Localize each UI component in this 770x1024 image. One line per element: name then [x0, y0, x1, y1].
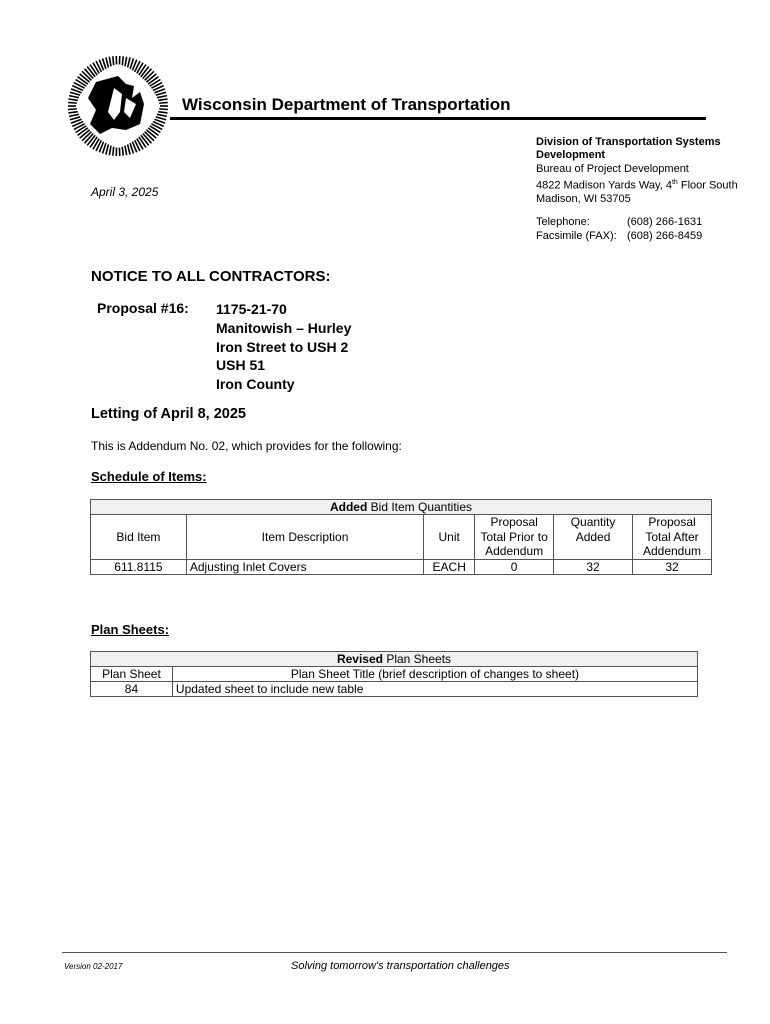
schedule-of-items-heading: Schedule of Items:: [91, 469, 207, 484]
division-name-line-2: Development: [536, 149, 606, 162]
fax-number: (608) 266-8459: [627, 229, 703, 242]
division-name-line-1: Division of Transportation Systems: [536, 136, 721, 148]
added-bid-items-table: [90, 499, 712, 575]
column-header-total-after: Proposal Total After Addendum: [633, 515, 712, 560]
column-header-bid-item: Bid Item: [91, 515, 187, 560]
street-address-part-1: 4822 Madison Yards Way, 4: [536, 179, 672, 192]
footer-rule: [62, 952, 727, 953]
cell-unit: EACH: [424, 559, 475, 574]
cell-total-after: 32: [633, 559, 712, 574]
revised-plan-sheets-table: [90, 651, 698, 697]
cell-bid-item: 611.8115: [91, 559, 187, 574]
contact-block: [536, 216, 702, 243]
caption-emphasis: Added: [329, 500, 368, 514]
letting-date: Letting of April 8, 2025: [91, 406, 246, 422]
version-label: Version 02-2017: [64, 962, 123, 971]
cell-item-description: Adjusting Inlet Covers: [186, 559, 423, 574]
table-row: [91, 682, 698, 697]
column-header-item-description: Item Description: [186, 515, 423, 560]
notice-heading: NOTICE TO ALL CONTRACTORS:: [91, 268, 331, 285]
column-header-unit: Unit: [424, 515, 475, 560]
caption-emphasis: Revised: [336, 652, 383, 666]
column-header-quantity-added: Quantity Added: [554, 515, 633, 560]
proposal-county: Iron County: [216, 376, 295, 393]
division-address-block: [536, 136, 738, 206]
proposal-details: [216, 300, 351, 394]
telephone-label: Telephone:: [536, 216, 590, 228]
org-title: Wisconsin Department of Transportation: [182, 95, 511, 114]
table-caption: [91, 652, 698, 667]
street-address: [536, 176, 738, 193]
proposal-highway: USH 51: [216, 357, 266, 374]
cell-quantity-added: 32: [554, 559, 633, 574]
proposal-number: 1175-21-70: [216, 301, 287, 317]
cell-plan-sheet: 84: [91, 682, 173, 697]
proposal-label: Proposal #16:: [97, 300, 189, 316]
wisdot-logo: [66, 54, 170, 158]
proposal-limits: Iron Street to USH 2: [216, 338, 349, 355]
street-address-superscript: th: [671, 178, 678, 186]
proposal-project-name: Manitowish – Hurley: [216, 319, 352, 336]
addendum-intro: This is Addendum No. 02, which provides for the following:: [91, 439, 402, 453]
cell-total-prior: 0: [475, 559, 554, 574]
fax-label: Facsimile (FAX):: [536, 229, 617, 242]
column-header-total-prior: Proposal Total Prior to Addendum: [475, 515, 554, 560]
bureau-name: Bureau of Project Development: [536, 162, 689, 175]
table-caption: [91, 500, 712, 515]
column-header-plan-sheet: Plan Sheet: [91, 667, 173, 682]
footer-tagline: Solving tomorrow's transportation challenges: [291, 960, 510, 972]
caption-text: Plan Sheets: [382, 652, 452, 666]
title-rule: [170, 117, 706, 120]
letter-date: April 3, 2025: [91, 185, 159, 199]
plan-sheets-heading: Plan Sheets:: [91, 622, 170, 637]
caption-text: Bid Item Quantities: [367, 500, 473, 514]
column-header-plan-sheet-title: Plan Sheet Title (brief description of changes to sheet): [172, 667, 697, 682]
city-line: Madison, WI 53705: [536, 192, 631, 205]
table-row: [91, 559, 712, 574]
telephone-number: (608) 266-1631: [627, 216, 703, 228]
cell-plan-sheet-title: Updated sheet to include new table: [172, 682, 697, 697]
street-address-part-2: Floor South: [677, 179, 738, 192]
